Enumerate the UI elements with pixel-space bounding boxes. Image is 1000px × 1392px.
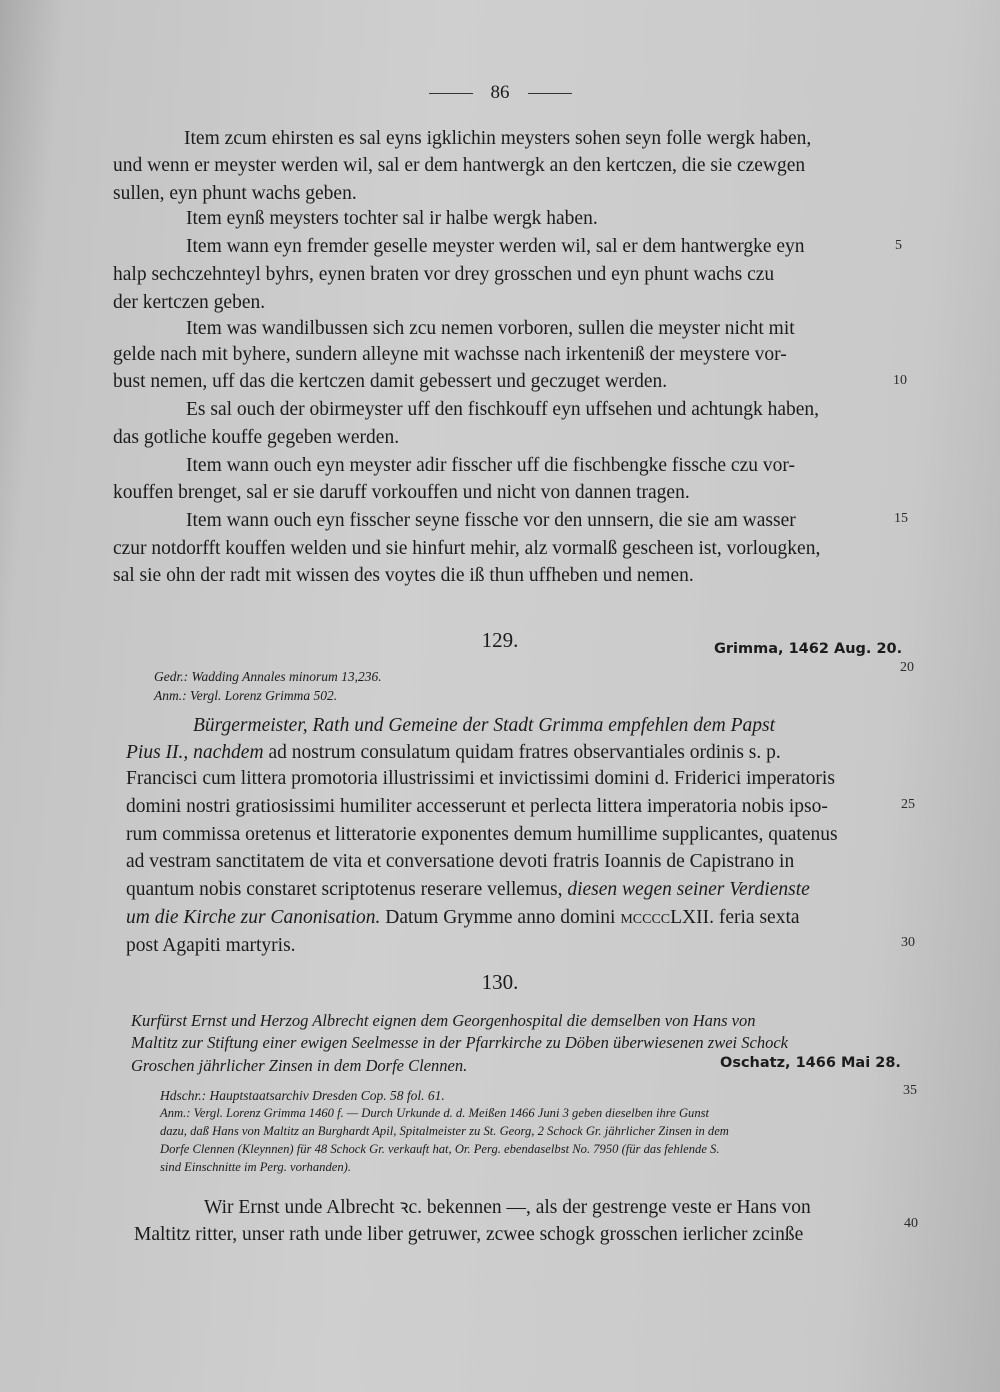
summary-line: Maltitz zur Stiftung einer ewigen Seelmesse in der Pfarrkirche zu Döben überwiesenen zwei Schock <box>131 1033 788 1052</box>
text-line: Item zcum ehirsten es sal eyns igklichin meysters sohen seyn folle wergk haben, <box>184 128 812 149</box>
line-number: 35 <box>903 1083 917 1098</box>
text-line: ad vestram sanctitatem de vita et conversatione devoti fratris Ioannis de Capistrano in <box>126 851 795 872</box>
text-line <box>126 877 810 903</box>
text-line <box>126 740 781 766</box>
line-number: 10 <box>893 373 907 388</box>
text-line: halp sechczehnteyl byhrs, eynen braten vor drey grosschen und eyn phunt wachs czu <box>113 264 775 285</box>
document-number: 129. <box>481 628 519 652</box>
line-number: 30 <box>901 935 915 950</box>
source-note: sind Einschnitte im Perg. vorhanden). <box>160 1160 351 1174</box>
small-caps-segment: mccccLXII. <box>615 907 714 928</box>
line-number: 25 <box>901 797 915 812</box>
text-line: das gotliche kouffe gegeben werden. <box>113 427 400 448</box>
text-line: Es sal ouch der obirmeyster uff den fischkouff eyn uffsehen und achtungk haben, <box>186 399 820 420</box>
text-line: Item was wandilbussen sich zcu nemen vorboren, sullen die meyster nicht mit <box>186 318 795 339</box>
text-line: Item eynß meysters tochter sal ir halbe wergk haben. <box>186 208 598 229</box>
source-note: Anm.: Vergl. Lorenz Grimma 1460 f. — Durch Urkunde d. d. Meißen 1466 Juni 3 geben dieselben ihre Gunst <box>160 1106 710 1120</box>
italic-segment: Pius II., nachdem <box>126 742 264 763</box>
source-note: Anm.: Vergl. Lorenz Grimma 502. <box>154 688 338 703</box>
document-number: 130. <box>481 970 519 994</box>
text-segment: feria sexta <box>714 907 800 928</box>
source-note: Gedr.: Wadding Annales minorum 13,236. <box>154 669 382 684</box>
page-number: 86 <box>0 82 1000 104</box>
text-line: Item wann ouch eyn meyster adir fisscher uff die fischbengke fissche czu vor- <box>186 455 795 476</box>
line-number: 20 <box>900 660 914 675</box>
italic-segment: diesen wegen seiner Verdienste <box>562 879 810 900</box>
place-date: Oschatz, 1466 Mai 28. <box>720 1055 901 1071</box>
text-line: sullen, eyn phunt wachs geben. <box>113 183 357 204</box>
text-line: Item wann ouch eyn fisscher seyne fissche vor den unnsern, die sie am wasser <box>186 510 796 531</box>
text-segment: Datum Grymme anno domini <box>380 907 616 928</box>
text-line: der kertczen geben. <box>113 292 266 313</box>
text-line: und wenn er meyster werden wil, sal er dem hantwergk an den kertczen, die sie czewgen <box>113 155 806 176</box>
text-segment: quantum nobis constaret scriptotenus reserare vellemus, <box>126 879 563 900</box>
line-number: 5 <box>895 238 902 253</box>
line-number: 15 <box>894 511 908 526</box>
text-line: Item wann eyn fremder geselle meyster werden wil, sal er dem hantwergke eyn <box>186 236 805 257</box>
line-number: 40 <box>904 1216 918 1231</box>
text-line: domini nostri gratiosissimi humiliter accesserunt et perlecta littera imperatoria nobis ipso- <box>126 796 828 817</box>
summary-line: Groschen jährlicher Zinsen in dem Dorfe Clennen. <box>131 1056 468 1075</box>
text-line: Francisci cum littera promotoria illustrissimi et invictissimi domini d. Friderici imperatoris <box>126 768 835 789</box>
source-note: Dorfe Clennen (Kleynnen) für 48 Schock Gr. verkauft hat, Or. Perg. ebendaselbst No. 7950 (für das fehlende S. <box>160 1142 720 1156</box>
italic-segment: um die Kirche zur Canonisation. <box>126 907 381 928</box>
text-line: Maltitz ritter, unser rath unde liber getruwer, zcwee schogk grosschen ierlicher zcinße <box>134 1224 804 1245</box>
text-line: post Agapiti martyris. <box>126 935 296 956</box>
summary-line: Kurfürst Ernst und Herzog Albrecht eignen dem Georgenhospital die demselben von Hans von <box>131 1011 756 1030</box>
text-segment: ad nostrum consulatum quidam fratres observantiales ordinis s. p. <box>263 742 781 763</box>
text-line: kouffen brenget, sal er sie daruff vorkouffen und nicht von dannen tragen. <box>113 482 690 503</box>
text-line: czur notdorfft kouffen welden und sie hinfurt mehir, alz vormalß gescheen ist, vorlougken, <box>113 538 821 559</box>
text-line: gelde nach mit byhere, sundern alleyne mit wachsse nach irkenteniß der meystere vor- <box>113 344 787 365</box>
place-date: Grimma, 1462 Aug. 20. <box>714 641 903 657</box>
text-line: sal sie ohn der radt mit wissen des voytes die iß thun uffheben und nemen. <box>113 565 694 586</box>
text-line: Wir Ernst unde Albrecht ꝛc. bekennen —, als der gestrenge veste er Hans von <box>204 1197 811 1218</box>
source-note: dazu, daß Hans von Maltitz an Burghardt Apil, Spitalmeister zu St. Georg, 2 Schock Gr. jährlicher Zinsen in dem <box>160 1124 729 1138</box>
text-line: bust nemen, uff das die kertczen damit gebessert und geczuget werden. <box>113 371 668 392</box>
source-note: Hdschr.: Hauptstaatsarchiv Dresden Cop. 58 fol. 61. <box>160 1088 445 1103</box>
text-line: rum commissa oretenus et litteratorie exponentes demum humillime supplicantes, quatenus <box>126 824 838 845</box>
text-line <box>126 905 800 931</box>
text-line: Bürgermeister, Rath und Gemeine der Stadt Grimma empfehlen dem Papst <box>193 715 776 736</box>
